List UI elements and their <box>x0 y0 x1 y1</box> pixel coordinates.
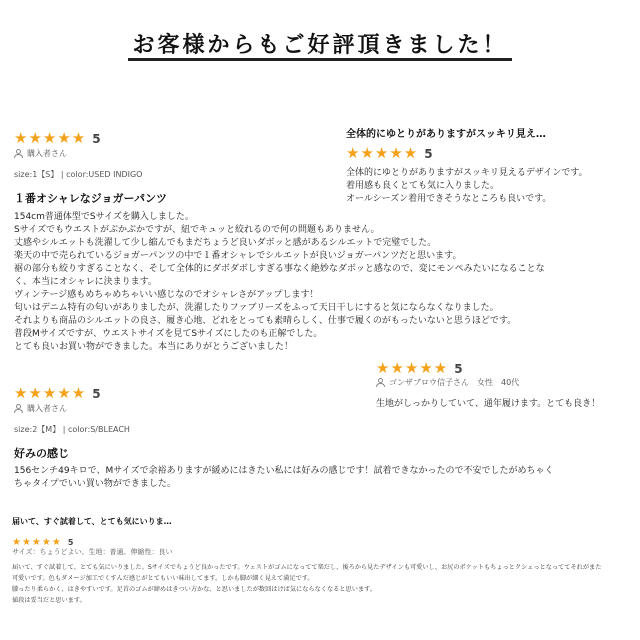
review-line: 値段は妥当だと思います。 <box>12 597 86 604</box>
review-2-body <box>346 167 588 206</box>
review-line: ヴィンテージ感もめちゃめちゃいい感じなのでオシャレさがアップします！ <box>14 290 319 300</box>
heading-underline <box>128 58 512 61</box>
review-line: それよりも商品のシルエットの良さ、履き心地、どれをとっても素晴らしく、仕事で履くのがもったいないと思うほどです。 <box>14 316 517 326</box>
review-line: 生地がしっかりしていて、通年履けます。とても良き！ <box>376 399 601 409</box>
review-2-rating <box>346 143 433 162</box>
review-5-body <box>12 562 632 606</box>
review-4-meta: size:2【M】 | color:S/BLEACH <box>14 425 130 434</box>
reviewer-name: 購入者さん <box>27 404 67 413</box>
review-1-body <box>14 211 574 354</box>
review-2-title: 全体的にゆとりがありますがスッキリ見え… <box>346 129 546 140</box>
review-line: 匂いはデニム特有の匂いがありましたが、洗濯したりファブリーズをふって天日干しにすると気にならなくなりました。 <box>14 303 499 313</box>
review-line: 156センチ49キロで、Mサイズで余裕ありますが緩めにはきたい私には好みの感じです！試着できなかったので不安でしたがめちゃく <box>14 466 554 476</box>
reviewer-name: 購入者さん <box>27 149 67 158</box>
rating-score: 5 <box>92 132 101 146</box>
review-line: オールシーズン着用できそうなところも良いです。 <box>346 194 552 204</box>
star-rating-icon: ★★★★★ <box>14 384 87 402</box>
rating-score: 5 <box>424 147 433 161</box>
review-line: とても良いお買い物ができました。本当にありがとうございました！ <box>14 342 294 352</box>
review-line: 丈感やシルエットも洗濯して少し縮んでもまだちょうど良いダボッと感があるシルエットで完璧でした。 <box>14 238 437 248</box>
review-line: Sサイズでもウエストがぶかぶかですが、紐でキュッと絞れるので何の問題もありません。 <box>14 225 380 235</box>
review-3-rating <box>376 358 463 377</box>
user-icon <box>376 378 385 387</box>
review-line: ちゃタイプでいい買い物ができました。 <box>14 479 176 489</box>
review-line: 膝ったり柔らかく、はきやすいです。足首のゴムが締めはきつい方かな、と思いましたが数回はけば気にならなくなると思います。 <box>12 586 376 593</box>
page-heading: お客様からもご好評頂きました！ <box>132 33 508 58</box>
review-line: 154cm普通体型でSサイズを購入しました。 <box>14 212 194 222</box>
star-rating-icon: ★★★★★ <box>346 144 419 162</box>
rating-score: 5 <box>67 538 74 547</box>
star-rating-icon: ★★★★★ <box>14 129 87 147</box>
review-4-body <box>14 465 554 491</box>
user-icon <box>14 149 23 158</box>
review-5-meta: サイズ：ちょうどよい、生地：普通、伸縮性：良い <box>12 548 173 556</box>
review-4-title: 好みの感じ <box>14 447 69 460</box>
review-line: く、本当にオシャレに決まります。 <box>14 277 157 287</box>
review-line: 可愛いです。色もダメージ加工でくすんだ感じがとてもいい味出してます。しかも脚が細く見えて満足です。 <box>12 575 314 582</box>
review-3-user <box>376 377 519 388</box>
review-line: 裾の部分も絞りすぎることなく、そして全体的にダボダボしすぎる事なく絶妙なダボッと感なので、変にモンペみたいになることな <box>14 264 545 274</box>
review-line: 着用感も良くとても気に入りました。 <box>346 181 500 191</box>
reviewer-name: ゴンザブロウ信子さん 女性 40代 <box>389 378 520 387</box>
review-line: 普段Mサイズですが、ウエストサイズを見てSサイズにしたのも正解でした。 <box>14 329 323 339</box>
review-1-rating <box>14 128 101 147</box>
review-4-rating <box>14 383 101 402</box>
star-rating-icon: ★★★★★ <box>12 537 62 548</box>
review-1-title: １番オシャレなジョガーパンツ <box>14 192 168 205</box>
review-1-user <box>14 148 67 159</box>
review-line: 全体的にゆとりがありますがスッキリ見えるデザインです。 <box>346 168 588 178</box>
review-line: 楽天の中で売られているジョガーパンツの中で１番オシャレでシルエットが良いジョガーパンツだと思います。 <box>14 251 462 261</box>
review-5-title: 届いて、すぐ試着して、とても気にいりま… <box>12 517 172 526</box>
rating-score: 5 <box>92 387 101 401</box>
review-4-user <box>14 403 67 414</box>
review-line: 届いて、すぐ試着して、とても気にいりました。Sサイズでちょうど良かったです。ウェストがゴムになってて楽だし、後ろから見たデザインも可愛いし、お尻のポケットもちょっとクシュっとなっててそれがまた <box>12 564 602 571</box>
star-rating-icon: ★★★★★ <box>376 359 449 377</box>
review-1-meta: size:1【S】 | color:USED INDIGO <box>14 170 143 179</box>
rating-score: 5 <box>454 362 463 376</box>
review-3-body <box>376 398 600 411</box>
user-icon <box>14 404 23 413</box>
